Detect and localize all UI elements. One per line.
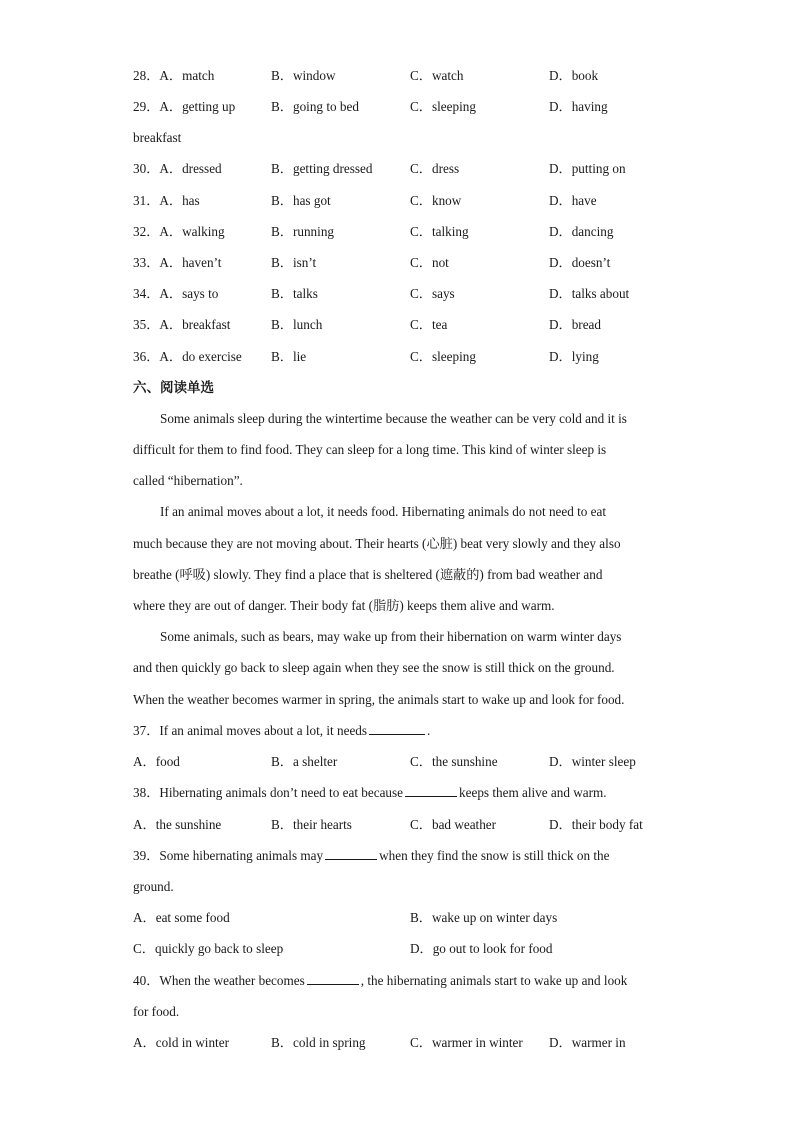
option-d: D．their body fat xyxy=(549,817,643,832)
option-c: C．not xyxy=(410,255,449,270)
option-c: C．watch xyxy=(410,68,464,83)
question-40-continuation: for food. xyxy=(133,1004,180,1019)
option-c: C．the sunshine xyxy=(410,754,498,769)
option-a: 34．A．says to xyxy=(133,286,219,301)
question-38-stem: 38．Hibernating animals don’t need to eat because keeps them alive and warm. xyxy=(133,785,607,800)
option-a: 32．A．walking xyxy=(133,224,225,239)
option-d: D．warmer in xyxy=(549,1035,626,1050)
option-d: D．lying xyxy=(549,349,599,364)
option-b: B．a shelter xyxy=(271,754,338,769)
option-a: 36．A．do exercise xyxy=(133,349,242,364)
option-a: 31．A．has xyxy=(133,193,200,208)
passage-line: and then quickly go back to sleep again when they see the snow is still thick on the ground. xyxy=(133,660,615,675)
option-b: B．has got xyxy=(271,193,331,208)
option-b: B．cold in spring xyxy=(271,1035,366,1050)
option-b: B．isn’t xyxy=(271,255,317,270)
question-40-stem: 40．When the weather becomes , the hibernating animals start to wake up and look xyxy=(133,973,628,988)
passage-line: much because they are not moving about. Their hearts (心脏) beat very slowly and they also xyxy=(133,536,621,551)
question-29-continuation: breakfast xyxy=(133,130,182,145)
option-c: C．quickly go back to sleep xyxy=(133,941,284,956)
passage-line: called “hibernation”. xyxy=(133,473,243,488)
option-d: D．putting on xyxy=(549,161,626,176)
option-b: B．window xyxy=(271,68,336,83)
answer-blank xyxy=(405,783,457,797)
option-d: D．talks about xyxy=(549,286,630,301)
passage-line: breathe (呼吸) slowly. They find a place that is sheltered (遮蔽的) from bad weather and xyxy=(133,567,603,582)
option-c: C．sleeping xyxy=(410,349,476,364)
option-a: 29．A．getting up xyxy=(133,99,236,114)
option-d: D．have xyxy=(549,193,597,208)
option-a: A．eat some food xyxy=(133,910,230,925)
option-a: A．food xyxy=(133,754,180,769)
option-a: 33．A．haven’t xyxy=(133,255,222,270)
passage-line: When the weather becomes warmer in spring, the animals start to wake up and look for food. xyxy=(133,692,625,707)
option-c: C．sleeping xyxy=(410,99,476,114)
option-b: B．talks xyxy=(271,286,318,301)
option-c: C．know xyxy=(410,193,462,208)
question-39-stem: 39．Some hibernating animals may when they find the snow is still thick on the xyxy=(133,848,610,863)
option-c: C．talking xyxy=(410,224,469,239)
option-d: D．book xyxy=(549,68,599,83)
option-c: C．bad weather xyxy=(410,817,497,832)
option-d: D．winter sleep xyxy=(549,754,636,769)
option-c: C．dress xyxy=(410,161,460,176)
passage-line: where they are out of danger. Their body fat (脂肪) keeps them alive and warm. xyxy=(133,598,555,613)
option-a: A．cold in winter xyxy=(133,1035,229,1050)
answer-blank xyxy=(325,846,377,860)
option-b: B．lie xyxy=(271,349,307,364)
option-b: B．running xyxy=(271,224,335,239)
passage-line: difficult for them to find food. They can sleep for a long time. This kind of winter sleep is xyxy=(133,442,607,457)
option-a: A．the sunshine xyxy=(133,817,222,832)
option-c: C．warmer in winter xyxy=(410,1035,523,1050)
option-d: D．having xyxy=(549,99,608,114)
option-b: B．their hearts xyxy=(271,817,352,832)
option-b: B．wake up on winter days xyxy=(410,910,558,925)
question-39-continuation: ground. xyxy=(133,879,174,894)
passage-line: If an animal moves about a lot, it needs food. Hibernating animals do not need to eat xyxy=(160,504,607,519)
option-b: B．lunch xyxy=(271,317,323,332)
answer-blank xyxy=(369,721,425,735)
option-c: C．says xyxy=(410,286,455,301)
passage-line: Some animals, such as bears, may wake up from their hibernation on warm winter days xyxy=(160,629,622,644)
option-d: D．bread xyxy=(549,317,601,332)
option-a: 30．A．dressed xyxy=(133,161,222,176)
option-d: D．doesn’t xyxy=(549,255,611,270)
option-b: B．going to bed xyxy=(271,99,359,114)
answer-blank xyxy=(307,971,359,985)
passage-line: Some animals sleep during the wintertime because the weather can be very cold and it is xyxy=(160,411,627,426)
option-d: D．dancing xyxy=(549,224,614,239)
option-d: D．go out to look for food xyxy=(410,941,553,956)
option-a: 35．A．breakfast xyxy=(133,317,231,332)
option-b: B．getting dressed xyxy=(271,161,373,176)
option-a: 28．A．match xyxy=(133,68,215,83)
option-c: C．tea xyxy=(410,317,448,332)
section-heading: 六、阅读单选 xyxy=(133,380,214,396)
question-37-stem: 37．If an animal moves about a lot, it needs . xyxy=(133,723,431,738)
